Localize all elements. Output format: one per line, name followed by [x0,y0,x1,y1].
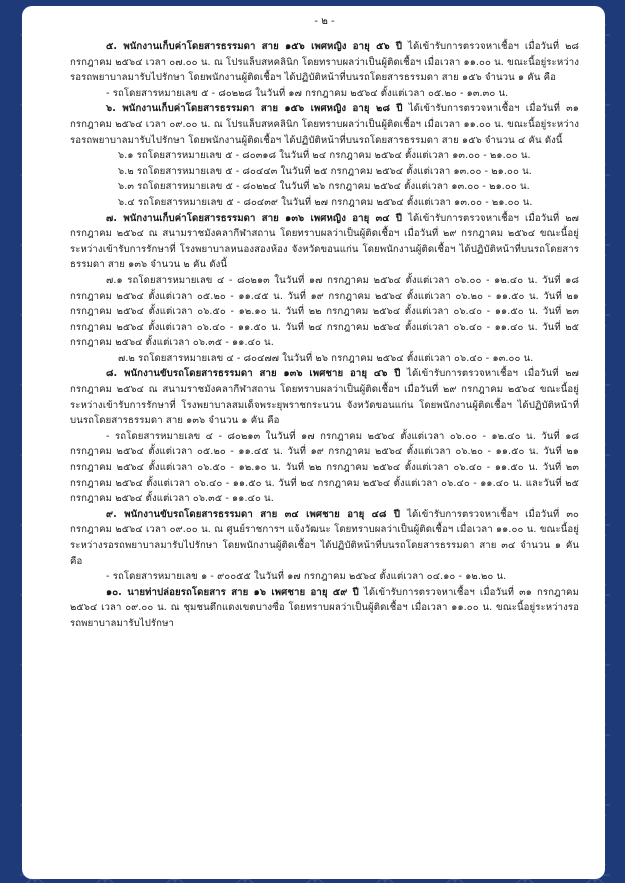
item-9-bus: - รถโดยสารหมายเลข ๑ - ๙๐๐๕๕ ในวันที่ ๑๗ กรกฎาคม ๒๕๖๔ ตั้งแต่เวลา ๐๔.๑๐ - ๑๒.๒๐ น. [106,571,507,583]
item-10-heading: ๑๐. นายท่าปล่อยรถโดยสาร สาย ๑๖ เพศชาย อายุ ๕๙ ปี ได้เข้ารับการตรวจหาเชื้อฯ เมื่อวันที่ ๓๑ กรกฎาคม ๒๕๖๔ เวลา ๐๙.๐๐ น. ณ ชุมชนตึกแดงเขตบางซื่อ โดยทราบผลว่าเป็นผู้ติดเชื้อฯ เมื่อเวลา ๑๑.๐๐ น. ขณะนี้อยู่ระหว่างรอรถพยาบาลมารับไปรักษา [70,586,579,629]
item-6-bus-1: ๖.๑ รถโดยสารหมายเลข ๕ - ๘๐๓๑๘ ในวันที่ ๒๔ กรกฎาคม ๒๕๖๔ ตั้งแต่เวลา ๑๓.๐๐ - ๒๑.๐๐ น. [118,150,531,162]
item-8-heading: ๘. พนักงานขับรถโดยสารธรรมดา สาย ๑๓๖ เพศชาย อายุ ๔๖ ปี ได้เข้ารับการตรวจหาเชื้อฯ เมื่อวันที่ ๒๗ กรกฎาคม ๒๕๖๔ ณ สนามราชมังคลากีฬาสถาน โดยทราบผลว่าเป็นผู้ติดเชื้อฯ เมื่อวันที่ ๒๙ กรกฎาคม ๒๕๖๔ ขณะนี้อยู่ระหว่างเข้ารับการรักษาที่ โรงพยาบาลสมเด็จพระยุพราชกระนวน จังหวัดขอนแก่น โดยพนักงานผู้ติดเชื้อฯ ได้ปฏิบัติหน้าที่บนรถโดยสารธรรมดา สาย ๑๓๖ จำนวน ๑ คัน คือ [70,368,579,427]
item-7-bus-2: ๗.๒ รถโดยสารหมายเลข ๔ - ๘๐๔๗๗ ในวันที่ ๒๖ กรกฎาคม ๒๕๖๔ ตั้งแต่เวลา ๐๖.๔๐ - ๑๓.๐๐ น. [118,352,534,364]
item-6-bus-2: ๖.๒ รถโดยสารหมายเลข ๕ - ๘๐๔๔๓ ในวันที่ ๒๕ กรกฎาคม ๒๕๖๔ ตั้งแต่เวลา ๑๓.๐๐ - ๒๑.๐๐ น. [118,165,532,177]
item-5-heading: ๕. พนักงานเก็บค่าโดยสารธรรมดา สาย ๑๕๖ เพศหญิง อายุ ๕๖ ปี ได้เข้ารับการตรวจหาเชื้อฯ เมื่อวันที่ ๒๘ กรกฎาคม ๒๕๖๔ เวลา ๐๗.๐๐ น. ณ โปรแล็บสหคลินิก โดยทราบผลว่าเป็นผู้ติดเชื้อฯ เมื่อเวลา ๑๑.๐๐ น. ขณะนี้อยู่ระหว่างรอรถพยาบาลมารับไปรักษา โดยพนักงานผู้ติดเชื้อฯ ได้ปฏิบัติหน้าที่บนรถโดยสารธรรมดา สาย ๑๕๖ จำนวน ๑ คัน คือ [70,41,579,84]
item-9-heading: ๙. พนักงานขับรถโดยสารธรรมดา สาย ๓๔ เพศชาย อายุ ๔๘ ปี ได้เข้ารับการตรวจหาเชื้อฯ เมื่อวันที่ ๓๐ กรกฎาคม ๒๕๖๔ เวลา ๐๙.๐๐ น. ณ ศูนย์ราชการฯ แจ้งวัฒนะ โดยทราบผลว่าเป็นผู้ติดเชื้อฯ เมื่อเวลา ๑๑.๐๐ น. ขณะนี้อยู่ระหว่างรอรถพยาบาลมารับไปรักษา โดยพนักงานผู้ติดเชื้อฯ ได้ปฏิบัติหน้าที่บนรถโดยสารธรรมดา สาย ๓๔ จำนวน ๑ คัน คือ [70,508,579,567]
item-6-bus-3: ๖.๓ รถโดยสารหมายเลข ๕ - ๘๐๒๒๔ ในวันที่ ๒๖ กรกฎาคม ๒๕๖๔ ตั้งแต่เวลา ๑๓.๐๐ - ๒๑.๐๐ น. [118,181,530,193]
document-page [22,6,605,879]
item-8-bus: - รถโดยสารหมายเลข ๔ - ๘๐๒๑๓ ในวันที่ ๑๗ กรกฎาคม ๒๕๖๔ ตั้งแต่เวลา ๐๖.๐๐ - ๑๒.๔๐ น. วันที่ ๑๘ กรกฎาคม ๒๕๖๔ ตั้งแต่เวลา ๐๕.๒๐ - ๑๑.๔๕ น. วันที่ ๑๙ กรกฎาคม ๒๕๖๔ ตั้งแต่เวลา ๐๖.๒๐ - ๑๑.๕๐ น. วันที่ ๒๑ กรกฎาคม ๒๕๖๔ ตั้งแต่เวลา ๐๖.๕๐ - ๑๒.๑๐ น. วันที่ ๒๒ กรกฎาคม ๒๕๖๔ ตั้งแต่เวลา ๐๖.๔๐ - ๑๑.๕๐ น. วันที่ ๒๓ กรกฎาคม ๒๕๖๔ ตั้งแต่เวลา ๐๖.๔๐ - ๑๑.๕๐ น. วันที่ ๒๔ กรกฎาคม ๒๕๖๔ ตั้งแต่เวลา ๐๖.๔๐ - ๑๑.๔๐ น. และวันที่ ๒๕ กรกฎาคม ๒๕๖๔ ตั้งแต่เวลา ๐๖.๓๕ - ๑๑.๔๐ น. [70,430,579,505]
item-7-heading: ๗. พนักงานเก็บค่าโดยสารธรรมดา สาย ๑๓๖ เพศหญิง อายุ ๓๔ ปี ได้เข้ารับการตรวจหาเชื้อฯ เมื่อวันที่ ๒๗ กรกฎาคม ๒๕๖๔ ณ สนามราชมังคลากีฬาสถาน โดยทราบผลว่าเป็นผู้ติดเชื้อฯ เมื่อวันที่ ๒๙ กรกฎาคม ๒๕๖๔ ขณะนี้อยู่ระหว่างเข้ารับการรักษาที่ โรงพยาบาลหนองสองห้อง จังหวัดขอนแก่น โดยพนักงานผู้ติดเชื้อฯ ได้ปฏิบัติหน้าที่บนรถโดยสารธรรมดา สาย ๑๓๖ จำนวน ๒ คัน ดังนี้ [70,212,579,271]
item-6-heading: ๖. พนักงานเก็บค่าโดยสารธรรมดา สาย ๑๕๖ เพศหญิง อายุ ๒๘ ปี ได้เข้ารับการตรวจหาเชื้อฯ เมื่อวันที่ ๓๑ กรกฎาคม ๒๕๖๔ เวลา ๐๙.๐๐ น. ณ โปรแล็บสหคลินิก โดยทราบผลว่าเป็นผู้ติดเชื้อฯ เมื่อเวลา ๑๑.๐๐ น. ขณะนี้อยู่ระหว่างรอรถพยาบาลมารับไปรักษา โดยพนักงานผู้ติดเชื้อฯ ได้ปฏิบัติหน้าที่บนรถโดยสารธรรมดา สาย ๑๕๖ จำนวน ๔ คัน ดังนี้ [70,103,579,146]
page-number: - ๒ - [314,16,335,27]
item-7-bus-1: ๗.๑ รถโดยสารหมายเลข ๔ - ๘๐๒๑๓ ในวันที่ ๑๗ กรกฎาคม ๒๕๖๔ ตั้งแต่เวลา ๐๖.๐๐ - ๑๒.๔๐ น. วันที่ ๑๘ กรกฎาคม ๒๕๖๔ ตั้งแต่เวลา ๐๕.๒๐ - ๑๑.๔๕ น. วันที่ ๑๙ กรกฎาคม ๒๕๖๔ ตั้งแต่เวลา ๐๖.๒๐ - ๑๑.๕๐ น. วันที่ ๒๑ กรกฎาคม ๒๕๖๔ ตั้งแต่เวลา ๐๖.๕๐ - ๑๒.๑๐ น. วันที่ ๒๒ กรกฎาคม ๒๕๖๔ ตั้งแต่เวลา ๐๖.๔๐ - ๑๑.๕๐ น. วันที่ ๒๓ กรกฎาคม ๒๕๖๔ ตั้งแต่เวลา ๐๖.๔๐ - ๑๑.๕๐ น. วันที่ ๒๔ กรกฎาคม ๒๕๖๔ ตั้งแต่เวลา ๐๖.๔๐ - ๑๑.๔๐ น. วันที่ ๒๕ กรกฎาคม ๒๕๖๔ ตั้งแต่เวลา ๐๖.๓๕ - ๑๑.๔๐ น. [70,274,579,349]
item-5-bus: - รถโดยสารหมายเลข ๕ - ๘๐๒๒๘ ในวันที่ ๑๗ กรกฎาคม ๒๕๖๔ ตั้งแต่เวลา ๐๕.๒๐ - ๑๓.๓๐ น. [106,87,509,99]
item-6-bus-4: ๖.๔ รถโดยสารหมายเลข ๕ - ๘๐๔๓๙ ในวันที่ ๒๗ กรกฎาคม ๒๕๖๔ ตั้งแต่เวลา ๑๓.๐๐ - ๒๑.๐๐ น. [118,196,533,208]
